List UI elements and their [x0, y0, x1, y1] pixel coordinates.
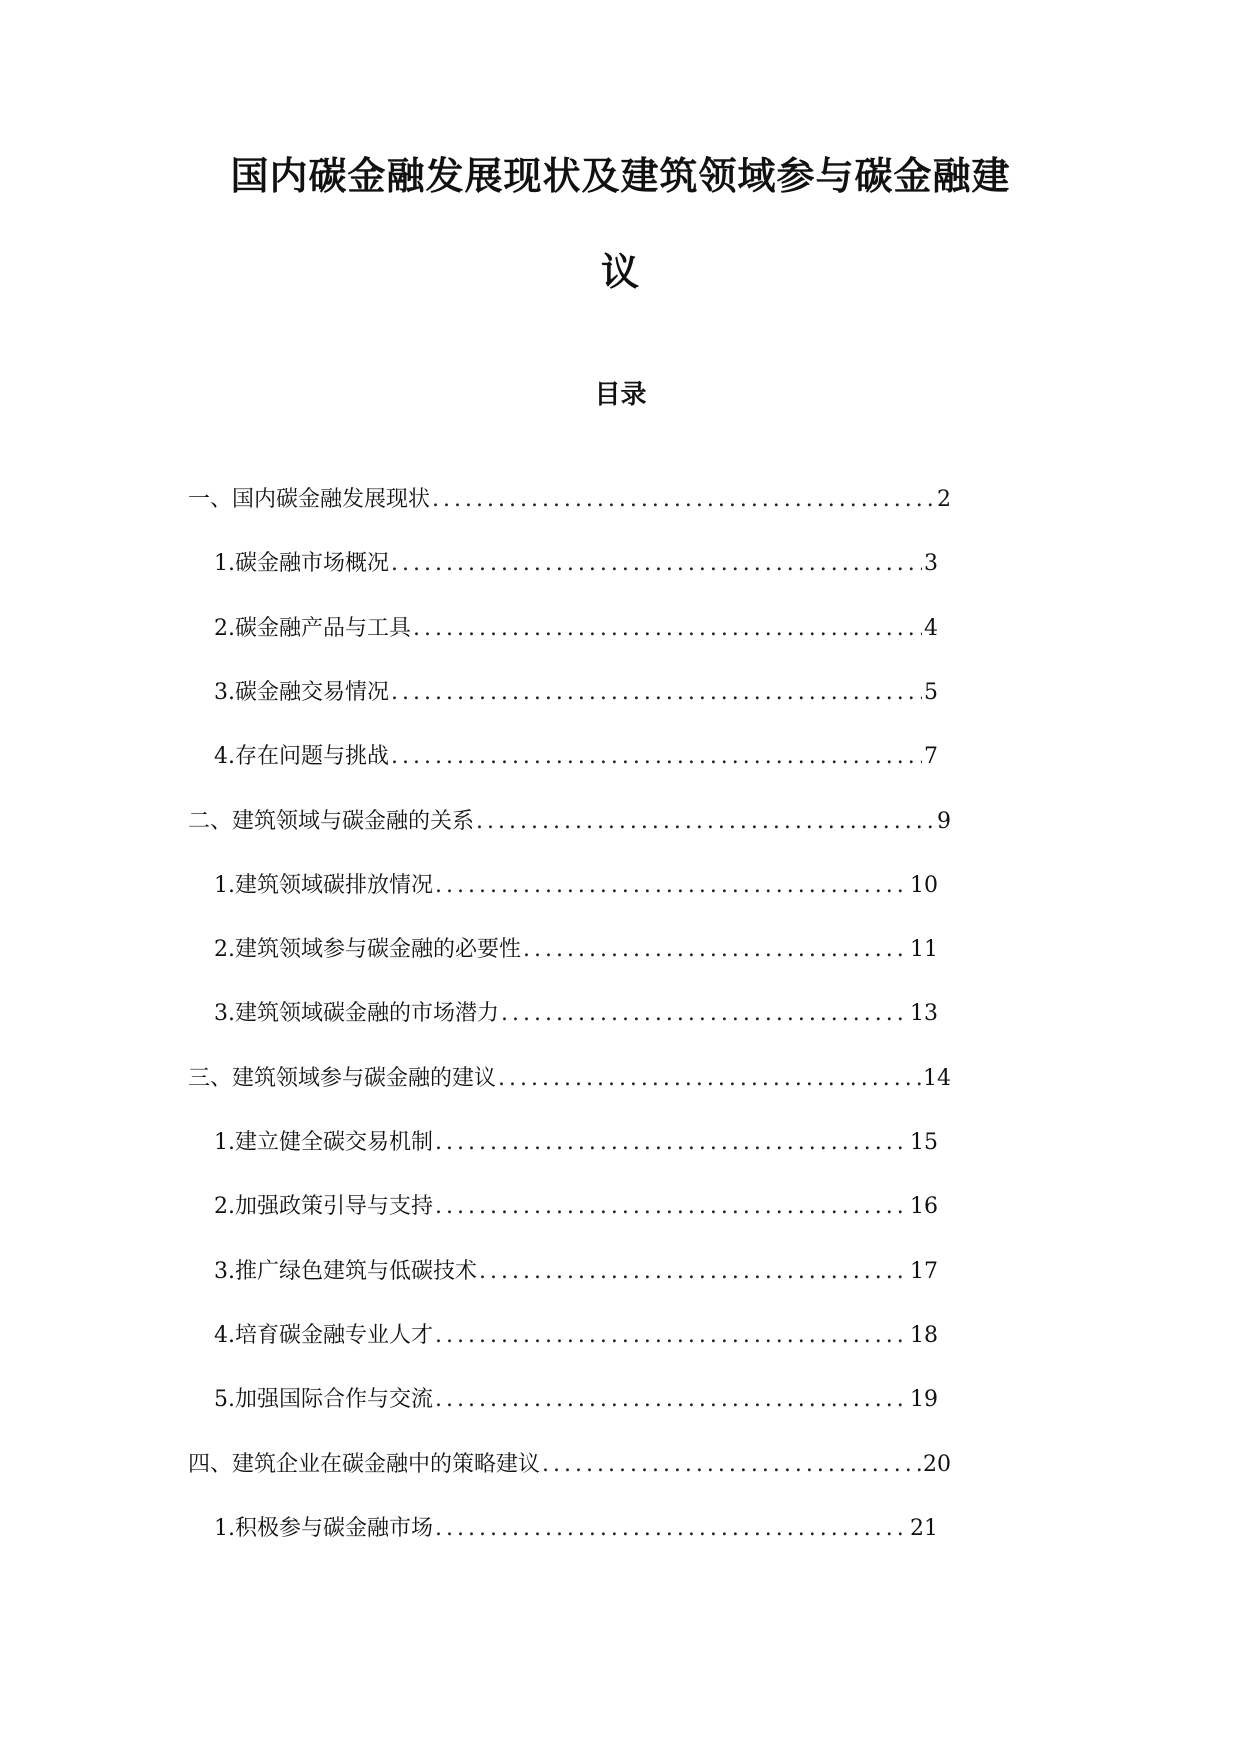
toc-entry[interactable]	[188, 1064, 951, 1094]
toc-entry[interactable]	[214, 678, 938, 708]
toc-dot-leader	[498, 1064, 921, 1094]
toc-entry-page-number: 10	[910, 873, 938, 898]
toc-dot-leader	[435, 1514, 908, 1544]
toc-entry-text: 存在问题与挑战	[235, 744, 390, 769]
toc-entry[interactable]	[188, 807, 951, 837]
toc-entry-text: 建立健全碳交易机制	[235, 1130, 434, 1155]
toc-entry-text: 推广绿色建筑与低碳技术	[235, 1259, 478, 1284]
document-title-line-2: 议	[600, 250, 640, 294]
toc-entry-number: 1.	[214, 551, 235, 576]
toc-dot-leader	[432, 485, 935, 515]
toc-dot-leader	[391, 549, 922, 579]
toc-entry-text: 碳金融产品与工具	[235, 616, 412, 641]
toc-entry-number: 2.	[214, 1194, 235, 1219]
toc-entry-number: 1.	[214, 1516, 235, 1541]
toc-entry[interactable]	[214, 871, 938, 901]
toc-entry-text: 二、建筑领域与碳金融的关系	[188, 809, 475, 834]
toc-entry-page-number: 18	[910, 1323, 938, 1348]
toc-entry-page-number: 11	[910, 937, 938, 962]
toc-entry-page-number: 15	[910, 1130, 938, 1155]
toc-entry-page-number: 19	[910, 1387, 938, 1412]
toc-entry-page-number: 21	[910, 1516, 938, 1541]
toc-entry[interactable]	[214, 1321, 938, 1351]
toc-entry-number: 1.	[214, 1130, 235, 1155]
toc-entry-page-number: 20	[923, 1452, 951, 1477]
toc-dot-leader	[542, 1450, 921, 1480]
toc-entry-page-number: 9	[937, 809, 951, 834]
toc-dot-leader	[391, 742, 922, 772]
toc-entry[interactable]	[214, 614, 938, 644]
toc-entry-text: 建筑领域参与碳金融的必要性	[235, 937, 522, 962]
toc-entry[interactable]	[188, 1450, 951, 1480]
toc-dot-leader	[391, 678, 922, 708]
toc-entry-page-number: 14	[923, 1066, 951, 1091]
toc-dot-leader	[435, 1385, 908, 1415]
toc-entry[interactable]	[214, 1257, 938, 1287]
toc-entry-text: 加强政策引导与支持	[235, 1194, 434, 1219]
toc-entry-number: 3.	[214, 1001, 235, 1026]
toc-entry-text: 建筑领域碳金融的市场潜力	[235, 1001, 500, 1026]
toc-entry-page-number: 13	[910, 1001, 938, 1026]
toc-entry[interactable]	[214, 549, 938, 579]
toc-heading: 目录	[594, 380, 647, 410]
toc-entry-text: 碳金融交易情况	[235, 680, 390, 705]
toc-entry-text: 四、建筑企业在碳金融中的策略建议	[188, 1452, 541, 1477]
toc-entry-text: 加强国际合作与交流	[235, 1387, 434, 1412]
toc-entry[interactable]	[214, 1514, 938, 1544]
toc-dot-leader	[476, 807, 935, 837]
toc-entry-number: 2.	[214, 616, 235, 641]
toc-entry-page-number: 3	[924, 551, 938, 576]
toc-dot-leader	[413, 614, 922, 644]
toc-entry-number: 2.	[214, 937, 235, 962]
toc-entry[interactable]	[214, 742, 938, 772]
toc-dot-leader	[479, 1257, 908, 1287]
toc-entry[interactable]	[214, 1128, 938, 1158]
toc-entry[interactable]	[214, 935, 938, 965]
toc-entry-number: 3.	[214, 680, 235, 705]
toc-entry-text: 建筑领域碳排放情况	[235, 873, 434, 898]
toc-entry[interactable]	[188, 485, 951, 515]
toc-dot-leader	[435, 1321, 908, 1351]
toc-dot-leader	[435, 871, 908, 901]
toc-entry-number: 4.	[214, 744, 235, 769]
toc-entry-text: 培育碳金融专业人才	[235, 1323, 434, 1348]
toc-entry-page-number: 7	[924, 744, 938, 769]
toc-entry-text: 碳金融市场概况	[235, 551, 390, 576]
toc-entry-number: 1.	[214, 873, 235, 898]
toc-entry-page-number: 2	[937, 487, 951, 512]
toc-entry[interactable]	[214, 1192, 938, 1222]
toc-entry-text: 积极参与碳金融市场	[235, 1516, 434, 1541]
toc-entry-page-number: 16	[910, 1194, 938, 1219]
toc-entry-number: 5.	[214, 1387, 235, 1412]
toc-dot-leader	[501, 999, 908, 1029]
toc-entry-text: 一、国内碳金融发展现状	[188, 487, 431, 512]
toc-entry-number: 4.	[214, 1323, 235, 1348]
toc-entry-page-number: 5	[924, 680, 938, 705]
toc-dot-leader	[435, 1128, 908, 1158]
toc-dot-leader	[523, 935, 908, 965]
toc-entry[interactable]	[214, 999, 938, 1029]
document-title-line-1: 国内碳金融发展现状及建筑领域参与碳金融建	[230, 154, 1011, 198]
toc-entry-number: 3.	[214, 1259, 235, 1284]
toc-entry-page-number: 4	[924, 616, 938, 641]
toc-entry-text: 三、建筑领域参与碳金融的建议	[188, 1066, 497, 1091]
toc-entry[interactable]	[214, 1385, 938, 1415]
toc-dot-leader	[435, 1192, 908, 1222]
toc-entry-page-number: 17	[910, 1259, 938, 1284]
